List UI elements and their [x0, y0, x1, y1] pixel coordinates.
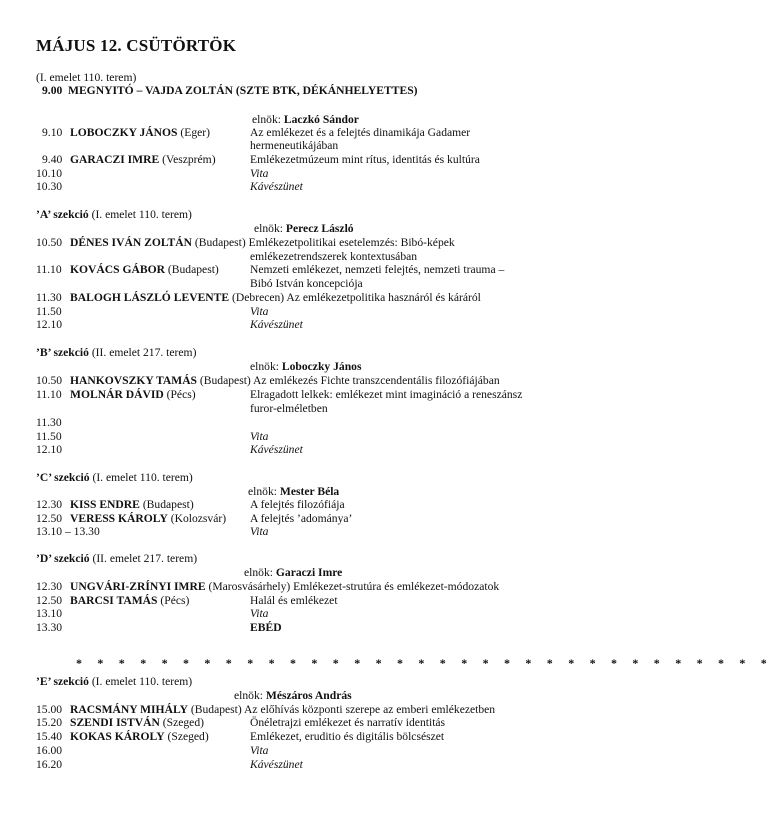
section-d-chair: elnök: Garaczi Imre: [244, 566, 343, 579]
speaker: RACSMÁNY MIHÁLY (Budapest) Az előhívás központi szerepe az emberi emlékezetben: [70, 703, 496, 716]
section-e-chair: elnök: Mészáros András: [234, 689, 352, 702]
opening-text: MEGNYITÓ – VAJDA ZOLTÁN (SZTE BTK, DÉKÁNHELYETTES): [68, 84, 418, 97]
talk-title-cont: Bibó István koncepciója: [250, 277, 363, 290]
speaker: KOVÁCS GÁBOR (Budapest): [70, 263, 219, 276]
time: 11.10: [36, 263, 62, 276]
discussion: Vita: [250, 305, 269, 318]
time: 12.10: [36, 318, 63, 331]
time: 11.50: [36, 305, 62, 318]
section-c-chair: elnök: Mester Béla: [248, 485, 340, 498]
section-c-header: ’C’ szekció (I. emelet 110. terem): [36, 471, 193, 484]
chair-name: Laczkó Sándor: [283, 113, 359, 126]
talk-title: Emlékezetmúzeum mint rítus, identitás és kultúra: [250, 153, 480, 166]
section-a-chair: elnök: Perecz László: [254, 222, 354, 235]
coffee-break: Kávészünet: [250, 318, 303, 331]
time: 12.30: [36, 580, 63, 593]
plenary-chair: [252, 113, 359, 127]
time: 12.30: [36, 498, 63, 511]
talk-title-cont: furor-elméletben: [250, 402, 328, 415]
time: 11.50: [36, 430, 62, 443]
talk-title: Elragadott lelkek: emlékezet mint imagináció a reneszánsz: [250, 388, 523, 401]
talk-title: A felejtés ’adománya’: [250, 512, 353, 525]
chair-label: elnök:: [252, 113, 284, 126]
speaker: KISS ENDRE (Budapest): [70, 498, 194, 511]
time: 13.10 – 13.30: [36, 525, 100, 538]
time: 12.50: [36, 512, 63, 525]
discussion: Vita: [250, 525, 269, 538]
lunch: EBÉD: [250, 621, 282, 634]
speaker: MOLNÁR DÁVID (Pécs): [70, 388, 196, 401]
time: 10.50: [36, 236, 63, 249]
talk-title-cont: hermeneutikájában: [250, 139, 339, 152]
time: 10.30: [36, 180, 63, 193]
talk-title: A felejtés filozófiája: [250, 498, 345, 511]
coffee-break: Kávészünet: [250, 180, 303, 193]
speaker: VERESS KÁROLY (Kolozsvár): [70, 512, 227, 525]
time: 15.20: [36, 716, 63, 729]
time: 13.10: [36, 607, 63, 620]
talk-title: Halál és emlékezet: [250, 594, 338, 607]
page-title: MÁJUS 12. CSÜTÖRTÖK: [36, 36, 237, 55]
time: 16.00: [36, 744, 63, 757]
speaker: LOBOCZKY JÁNOS (Eger): [70, 126, 210, 139]
separator-stars: * * * * * * * * * * * * * * * * * * * * * * * * * * * * * * * * *: [76, 656, 773, 670]
opening-location: (I. emelet 110. terem): [36, 71, 137, 84]
coffee-break: Kávészünet: [250, 443, 303, 456]
speaker: SZENDI ISTVÁN (Szeged): [70, 716, 204, 729]
talk-title: Emlékezet, eruditio és digitális bölcsészet: [250, 730, 445, 743]
time: 10.50: [36, 374, 63, 387]
speaker: BARCSI TAMÁS (Pécs): [70, 594, 190, 607]
talk-title: Önéletrajzi emlékezet és narratív identitás: [250, 716, 446, 729]
time: 12.50: [36, 594, 63, 607]
section-b-chair: elnök: Loboczky János: [250, 360, 362, 373]
section-e-header: ’E’ szekció (I. emelet 110. terem): [36, 675, 193, 688]
time: 11.30: [36, 291, 62, 304]
speaker: KOKAS KÁROLY (Szeged): [70, 730, 209, 743]
talk-title: Nemzeti emlékezet, nemzeti felejtés, nemzeti trauma –: [250, 263, 505, 276]
section-a-header: ’A’ szekció (I. emelet 110. terem): [36, 208, 192, 221]
time: 15.00: [36, 703, 63, 716]
time: 15.40: [36, 730, 63, 743]
discussion: Vita: [250, 430, 269, 443]
coffee-break: Kávészünet: [250, 758, 303, 771]
time: 16.20: [36, 758, 63, 771]
opening-time: 9.00: [42, 84, 63, 97]
speaker: HANKOVSZKY TAMÁS (Budapest) Az emlékezés Fichte transzcendentális filozófiájában: [70, 374, 500, 387]
speaker: UNGVÁRI-ZRÍNYI IMRE (Marosvásárhely) Emlékezet-strutúra és emlékezet-módozatok: [70, 580, 500, 593]
talk-title: Az emlékezet és a felejtés dinamikája Gadamer: [250, 126, 471, 139]
section-b-header: ’B’ szekció (II. emelet 217. terem): [36, 346, 197, 359]
talk-title-cont: emlékezetrendszerek kontextusában: [250, 250, 418, 263]
time: 10.10: [36, 167, 63, 180]
section-d-header: ’D’ szekció (II. emelet 217. terem): [36, 552, 198, 565]
speaker: GARACZI IMRE (Veszprém): [70, 153, 216, 166]
discussion: Vita: [250, 167, 269, 180]
speaker: BALOGH LÁSZLÓ LEVENTE (Debrecen) Az emlékezetpolitika hasznáról és káráról: [70, 291, 481, 304]
speaker: DÉNES IVÁN ZOLTÁN (Budapest) Emlékezetpolitikai esetelemzés: Bibó-képek: [70, 236, 455, 249]
time: 11.10: [36, 388, 62, 401]
time: 13.30: [36, 621, 63, 634]
discussion: Vita: [250, 744, 269, 757]
time: 9.10: [42, 126, 63, 139]
discussion: Vita: [250, 607, 269, 620]
time: 9.40: [42, 153, 63, 166]
time: 11.30: [36, 416, 62, 429]
time: 12.10: [36, 443, 63, 456]
